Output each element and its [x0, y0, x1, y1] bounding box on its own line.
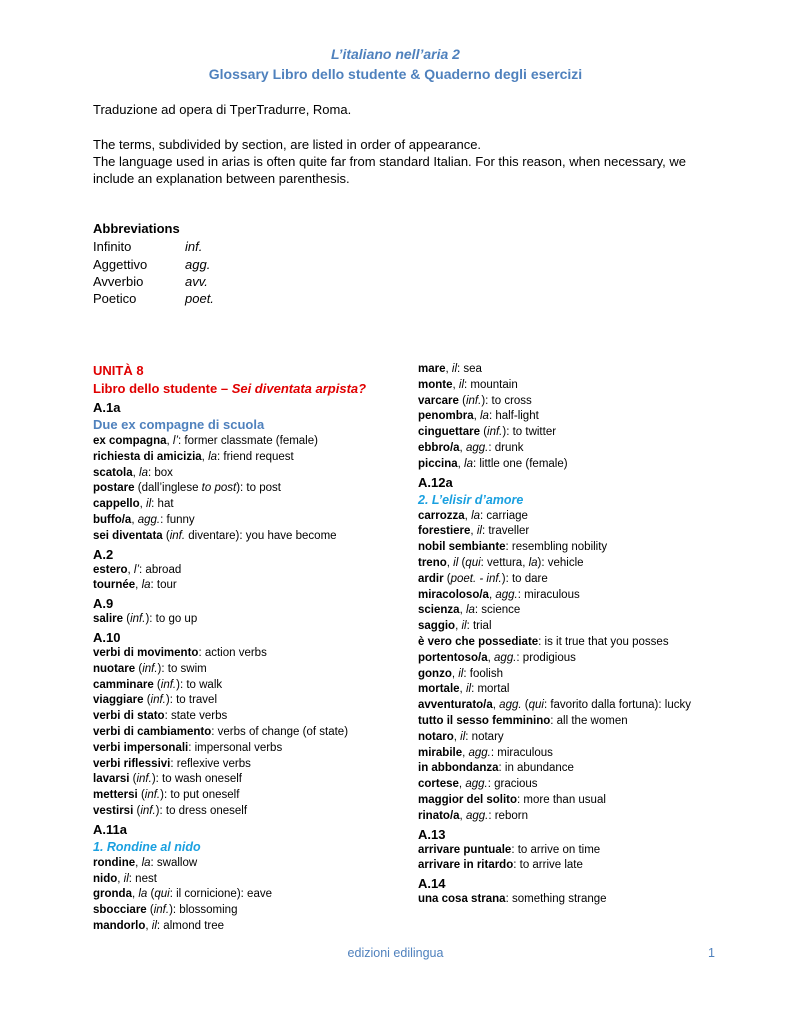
- glossary-entry: ebbro/a, agg.: drunk: [418, 441, 524, 454]
- glossary-entry: miracoloso/a, agg.: miraculous: [418, 588, 580, 601]
- footer-publisher: edizioni edilingua: [347, 946, 444, 960]
- section-heading: A.12a: [418, 474, 453, 490]
- abbreviation-row: [93, 274, 208, 291]
- glossary-entry: portentoso/a, agg.: prodigious: [418, 651, 576, 664]
- intro-paragraph-2: The language used in arias is often quite far from standard Italian. For this reason, when necessary, we include an explanation between parenthesis.: [93, 154, 687, 186]
- document-subtitle: Glossary Libro dello studente & Quaderno degli esercizi: [208, 66, 583, 82]
- glossary-entry: è vero che possediate: is it true that you posses: [418, 635, 669, 648]
- book-heading-prefix: Libro dello studente –: [93, 381, 232, 396]
- glossary-entry: vestirsi (inf.): to dress oneself: [93, 804, 248, 817]
- glossary-entry: lavarsi (inf.): to wash oneself: [93, 773, 242, 786]
- page-number: 1: [708, 946, 715, 960]
- glossary-right-column: [418, 362, 723, 908]
- abbreviation-row: [93, 291, 214, 308]
- glossary-entry: arrivare in ritardo: to arrive late: [418, 859, 583, 872]
- glossary-entry: salire (inf.): to go up: [93, 613, 198, 626]
- glossary-entry: forestiere, il: traveller: [418, 525, 530, 538]
- document-title: L’italiano nell’aria 2: [331, 46, 460, 62]
- abbreviation-short: inf.: [185, 239, 203, 254]
- glossary-entry: richiesta di amicizia, la: friend request: [93, 450, 294, 463]
- abbreviation-short: avv.: [185, 274, 208, 289]
- glossary-entry: buffo/a, agg.: funny: [93, 513, 195, 526]
- glossary-entry: sei diventata (inf. diventare): you have become: [93, 529, 337, 542]
- glossary-entry: verbi di stato: state verbs: [93, 710, 228, 723]
- glossary-entry: cinguettare (inf.): to twitter: [418, 426, 557, 439]
- glossary-entry: monte, il: mountain: [418, 378, 518, 391]
- intro-paragraph-1: The terms, subdivided by section, are listed in order of appearance.: [93, 137, 482, 152]
- subsection-heading: 1. Rondine al nido: [93, 839, 201, 854]
- section-heading: A.10: [93, 629, 121, 645]
- glossary-entry: notaro, il: notary: [418, 730, 504, 743]
- abbreviation-term: Avverbio: [93, 274, 144, 289]
- glossary-entry: saggio, il: trial: [418, 620, 492, 633]
- section-heading: A.9: [93, 596, 114, 612]
- glossary-entry: mettersi (inf.): to put oneself: [93, 789, 240, 802]
- glossary-entry: avventurato/a, agg. (qui: favorito dalla fortuna): lucky: [418, 699, 691, 712]
- glossary-entry: gronda, la (qui: il cornicione): eave: [93, 888, 272, 901]
- glossary-entry: maggior del solito: more than usual: [418, 793, 606, 806]
- glossary-entry: mirabile, agg.: miraculous: [418, 746, 553, 759]
- glossary-entry: varcare (inf.): to cross: [418, 394, 532, 407]
- glossary-entry: rondine, la: swallow: [93, 856, 198, 869]
- glossary-entry: rinato/a, agg.: reborn: [418, 809, 528, 822]
- unit-heading: UNITÀ 8: [93, 363, 144, 378]
- glossary-entry: mortale, il: mortal: [418, 683, 510, 696]
- section-heading: A.13: [418, 826, 446, 842]
- glossary-entry: mare, il: sea: [418, 363, 482, 375]
- glossary-entry: gonzo, il: foolish: [418, 667, 504, 680]
- subsection-heading: 2. L’elisir d’amore: [418, 492, 524, 507]
- abbreviation-short: poet.: [185, 291, 214, 306]
- glossary-entry: ex compagna, l’: former classmate (female): [93, 435, 318, 447]
- glossary-entry: cortese, agg.: gracious: [418, 778, 538, 791]
- glossary-entry: viaggiare (inf.): to travel: [93, 694, 218, 707]
- abbreviation-row: [93, 239, 202, 256]
- abbreviation-short: agg.: [185, 257, 211, 272]
- glossary-entry: penombra, la: half-light: [418, 410, 539, 423]
- glossary-entry: verbi di movimento: action verbs: [93, 646, 267, 659]
- abbreviations-heading: Abbreviations: [93, 221, 180, 236]
- subsection-heading: Due ex compagne di scuola: [93, 417, 265, 432]
- glossary-left-column: [93, 362, 398, 935]
- glossary-entry: carrozza, la: carriage: [418, 509, 528, 522]
- glossary-entry: nuotare (inf.): to swim: [93, 662, 207, 675]
- section-heading: A.2: [93, 546, 114, 562]
- glossary-entry: verbi impersonali: impersonal verbs: [93, 741, 283, 754]
- glossary-entry: tutto il sesso femminino: all the women: [418, 714, 628, 727]
- glossary-entry: postare (dall’inglese to post): to post: [93, 482, 281, 495]
- glossary-entry: nido, il: nest: [93, 872, 157, 885]
- glossary-entry: in abbondanza: in abundance: [418, 762, 574, 775]
- glossary-entry: estero, l’: abroad: [93, 563, 182, 576]
- glossary-entry: verbi riflessivi: reflexive verbs: [93, 757, 251, 770]
- glossary-entry: sbocciare (inf.): blossoming: [93, 904, 238, 917]
- glossary-entry: piccina, la: little one (female): [418, 457, 568, 470]
- glossary-entry: scatola, la: box: [93, 466, 173, 479]
- glossary-entry: cappello, il: hat: [93, 498, 174, 511]
- glossary-entry: nobil sembiante: resembling nobility: [418, 541, 608, 554]
- glossary-entry: treno, il (qui: vettura, la): vehicle: [418, 556, 584, 569]
- glossary-entry: una cosa strana: something strange: [418, 893, 607, 906]
- glossary-entry: ardir (poet. - inf.): to dare: [418, 572, 548, 585]
- glossary-entry: tournée, la: tour: [93, 579, 177, 592]
- section-heading: A.1a: [93, 400, 121, 415]
- glossary-entry: mandorlo, il: almond tree: [93, 919, 225, 932]
- glossary-entry: scienza, la: science: [418, 604, 521, 617]
- glossary-entry: verbi di cambiamento: verbs of change (of state): [93, 725, 349, 738]
- section-heading: A.11a: [93, 821, 127, 837]
- glossary-entry: camminare (inf.): to walk: [93, 678, 223, 691]
- abbreviation-term: Infinito: [93, 239, 132, 254]
- book-heading: [93, 380, 398, 398]
- glossary-entry: arrivare puntuale: to arrive on time: [418, 843, 601, 856]
- abbreviation-term: Poetico: [93, 291, 137, 306]
- translation-credit: Traduzione ad opera di TperTradurre, Roma.: [93, 102, 352, 117]
- abbreviation-term: Aggettivo: [93, 257, 148, 272]
- book-heading-title: Sei diventata arpista?: [231, 381, 367, 396]
- abbreviation-row: [93, 257, 210, 274]
- section-heading: A.14: [418, 876, 446, 892]
